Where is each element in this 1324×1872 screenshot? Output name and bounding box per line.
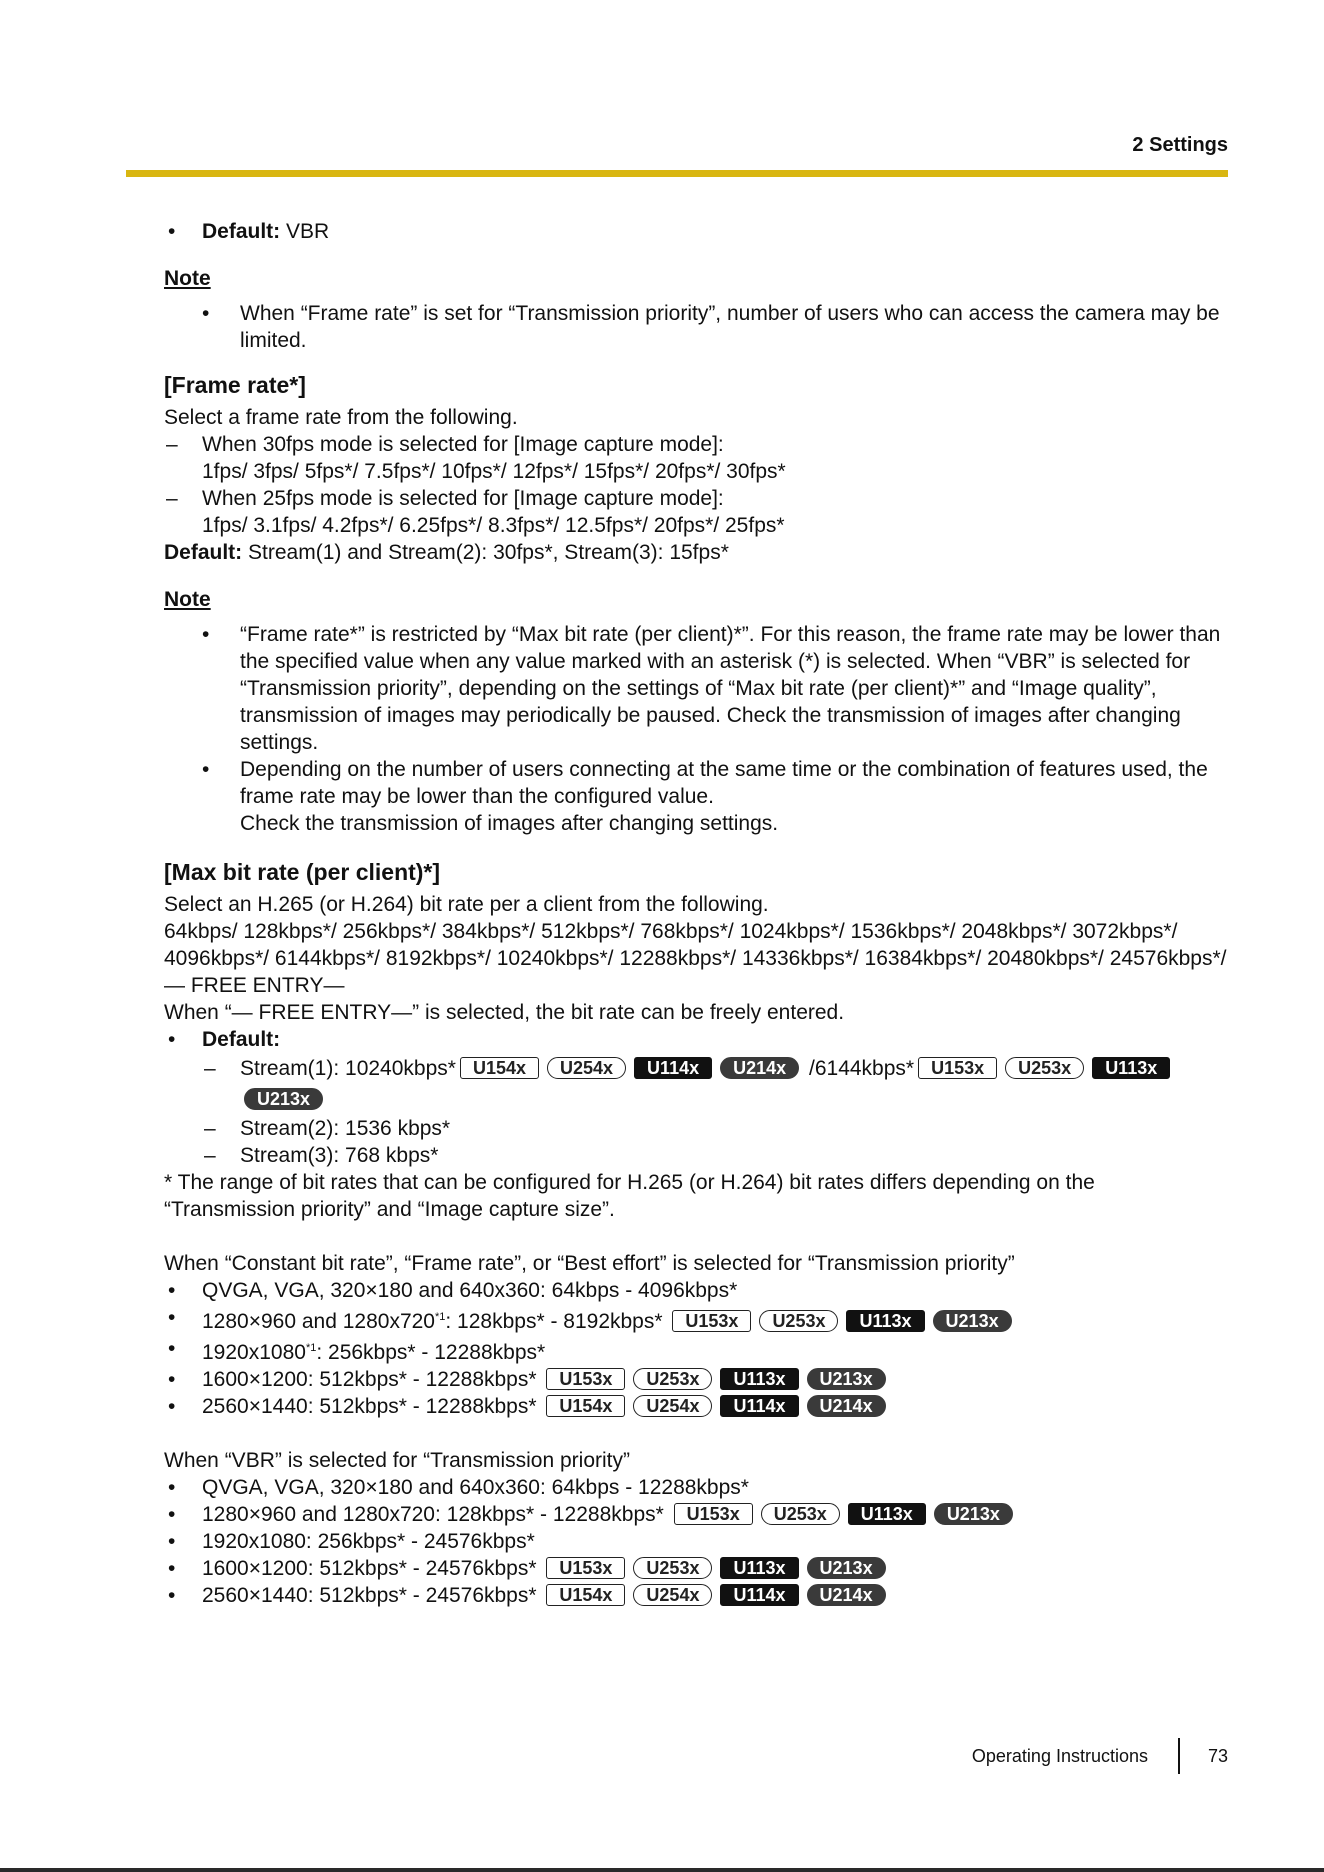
cbr-range (164, 1366, 1228, 1393)
stream3-default: – Stream(3): 768 kbps* (164, 1142, 1228, 1169)
stream2-default: – Stream(2): 1536 kbps* (164, 1115, 1228, 1142)
stream1-default (164, 1053, 1228, 1115)
note-item-line: • Depending on the number of users connecting at the same time or the combination of features used, the frame rate may be lower than the configured value. (240, 758, 1208, 808)
model-badge-u213x: U213x (244, 1088, 323, 1110)
note-item: • “Frame rate*” is restricted by “Max bit rate (per client)*”. For this reason, the frame rate may be lower than the specified value when any value marked with an asterisk (*) is selected. When “VBR” is selected for “Transmission priority”, depending on the settings of “Max bit rate (per client)*” and “Image quality”, transmission of images may periodically be paused. Check the transmission of images after changing settings. (164, 621, 1228, 756)
max-bit-intro: Select an H.265 (or H.264) bit rate per a client from the following. (164, 893, 769, 916)
max-bit-rates: 64kbps/ 128kbps*/ 256kbps*/ 384kbps*/ 512kbps*/ 768kbps*/ 1024kbps*/ 1536kbps*/ 2048kbps*/ 3072kbps*/ 4096kbps*/ 6144kbps*/ 8192kbps*/ 10240kbps*/ 12288kbps*/ 14336kbps*/ 16384kbps*/ 20480kbps*/ 24576kbps*/ — FREE ENTRY— (164, 920, 1227, 997)
model-badge-u153x: U153x (918, 1057, 997, 1079)
max-bit-default (164, 1026, 1228, 1053)
vbr-range (164, 1501, 1228, 1528)
model-badge-u254x: U254x (633, 1395, 712, 1417)
frame-rate-intro: Select a frame rate from the following. (164, 406, 518, 429)
vbr-range-text: 2560×1440: 512kbps* - 24576kbps* (202, 1584, 537, 1607)
page-number: 73 (1207, 1746, 1228, 1766)
vbr-range (164, 1582, 1228, 1609)
note-item: • When “Frame rate” is set for “Transmission priority”, number of users who can access the camera may be limited. (164, 300, 1228, 354)
frame-rate-30fps (164, 431, 1228, 485)
note-heading: Note (164, 588, 211, 611)
free-entry-note: When “— FREE ENTRY—” is selected, the bit rate can be freely entered. (164, 1001, 845, 1024)
page-bottom-edge (0, 1868, 1324, 1872)
model-badge-u153x: U153x (672, 1310, 751, 1332)
vbr-range-text: 1280×960 and 1280x720: 128kbps* - 12288kbps* (202, 1503, 664, 1526)
cbr-range-text: 1280×960 and 1280x720 (202, 1310, 435, 1333)
model-badge-u153x: U153x (546, 1557, 625, 1579)
model-badge-u113x: U113x (720, 1368, 798, 1390)
default-label: Default: (202, 220, 281, 243)
model-badge-u214x: U214x (807, 1584, 886, 1606)
model-badge-u253x: U253x (1005, 1057, 1084, 1079)
content (164, 218, 1228, 1609)
model-badge-u214x: U214x (807, 1395, 886, 1417)
model-badge-u213x: U213x (807, 1557, 886, 1579)
model-badge-u114x: U114x (720, 1584, 798, 1606)
cbr-range-text: 1600×1200: 512kbps* - 12288kbps* (202, 1368, 537, 1391)
cbr-range-text: : 128kbps* - 8192kbps* (445, 1310, 663, 1333)
frame-rate-default (164, 539, 1228, 566)
model-badge-u213x: U213x (934, 1503, 1013, 1525)
stream1-value-a: Stream(1): 10240kbps* (240, 1057, 456, 1080)
cbr-range (164, 1304, 1228, 1335)
model-badge-u114x: U114x (720, 1395, 798, 1417)
model-badge-u153x: U153x (546, 1368, 625, 1390)
default-label: Default: (164, 541, 243, 564)
default-value: Stream(1) and Stream(2): 30fps*, Stream(3): 15fps* (248, 541, 729, 564)
model-badge-u114x: U114x (634, 1057, 712, 1079)
cbr-range-text: : 256kbps* - 12288kbps* (316, 1341, 546, 1364)
cbr-range (164, 1393, 1228, 1420)
footer-separator (1178, 1738, 1180, 1774)
cbr-range-text: 1920x1080 (202, 1341, 306, 1364)
footnote: * The range of bit rates that can be configured for H.265 (or H.264) bit rates differs depending on the “Transmission priority” and “Image capture size”. (164, 1171, 1095, 1221)
vbr-range: • 1920x1080: 256kbps* - 24576kbps* (164, 1528, 1228, 1555)
vbr-range: • QVGA, VGA, 320×180 and 640x360: 64kbps - 12288kbps* (164, 1474, 1228, 1501)
cbr-range-text: 2560×1440: 512kbps* - 12288kbps* (202, 1395, 537, 1418)
cbr-intro: When “Constant bit rate”, “Frame rate”, or “Best effort” is selected for “Transmission priority” (164, 1252, 1015, 1275)
cbr-range (164, 1335, 1228, 1366)
model-badge-u253x: U253x (633, 1557, 712, 1579)
model-badge-u113x: U113x (848, 1503, 926, 1525)
model-badge-u253x: U253x (761, 1503, 840, 1525)
model-badge-u214x: U214x (720, 1057, 799, 1079)
frame-rate-25fps (164, 485, 1228, 539)
vbr-range-text: 1600×1200: 512kbps* - 24576kbps* (202, 1557, 537, 1580)
model-badge-u213x: U213x (933, 1310, 1012, 1332)
mode-25-list: 1fps/ 3.1fps/ 4.2fps*/ 6.25fps*/ 8.3fps*/ 12.5fps*/ 20fps*/ 25fps* (202, 514, 785, 537)
header-rule (126, 170, 1228, 177)
max-bit-rate-heading: [Max bit rate (per client)*] (164, 859, 441, 885)
cbr-range: • QVGA, VGA, 320×180 and 640x360: 64kbps - 4096kbps* (164, 1277, 1228, 1304)
model-badge-u154x: U154x (460, 1057, 539, 1079)
model-badge-u254x: U254x (547, 1057, 626, 1079)
model-badge-u253x: U253x (759, 1310, 838, 1332)
default-value: VBR (286, 220, 330, 243)
note-item (164, 756, 1228, 837)
mode-25-label: – When 25fps mode is selected for [Image capture mode]: (202, 487, 724, 510)
default-label: Default: (202, 1028, 281, 1051)
note-heading: Note (164, 267, 211, 290)
note-item-line: Check the transmission of images after changing settings. (240, 812, 779, 835)
model-badge-u254x: U254x (633, 1584, 712, 1606)
footer-label: Operating Instructions (971, 1746, 1148, 1766)
vbr-range (164, 1555, 1228, 1582)
model-badge-u253x: U253x (633, 1368, 712, 1390)
model-badge-u213x: U213x (807, 1368, 886, 1390)
model-badge-u113x: U113x (1092, 1057, 1170, 1079)
model-badge-u113x: U113x (846, 1310, 924, 1332)
model-badge-u153x: U153x (674, 1503, 753, 1525)
footnote-ref: *1 (434, 1311, 446, 1323)
model-badge-u113x: U113x (720, 1557, 798, 1579)
vbr-intro: When “VBR” is selected for “Transmission priority” (164, 1449, 630, 1472)
model-badge-u154x: U154x (546, 1584, 625, 1606)
default-transmission-item (164, 218, 1228, 245)
stream1-value-b: /6144kbps* (809, 1057, 915, 1080)
mode-30-label: – When 30fps mode is selected for [Image capture mode]: (202, 433, 724, 456)
frame-rate-heading: [Frame rate*] (164, 372, 306, 398)
footnote-ref: *1 (305, 1342, 317, 1354)
model-badge-u154x: U154x (546, 1395, 625, 1417)
mode-30-list: 1fps/ 3fps/ 5fps*/ 7.5fps*/ 10fps*/ 12fps*/ 15fps*/ 20fps*/ 30fps* (202, 460, 786, 483)
page-header-title: 2 Settings (1132, 134, 1228, 156)
